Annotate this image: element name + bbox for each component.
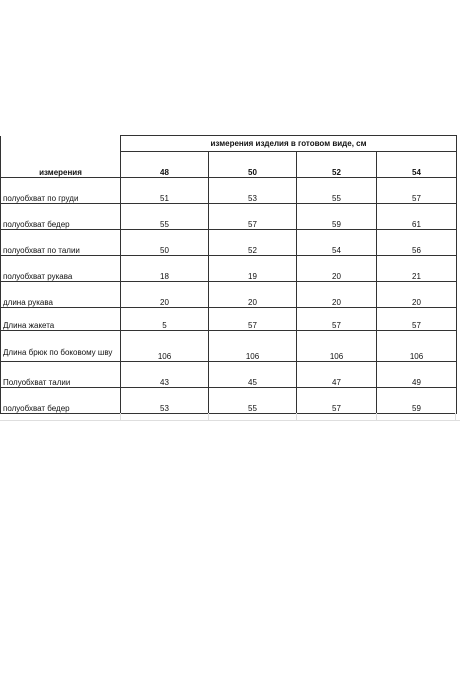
- table-cell: 19: [209, 256, 297, 282]
- row-label: Длина жакета: [1, 308, 121, 331]
- table-row: [1, 331, 457, 362]
- table-cell: 53: [121, 388, 209, 414]
- gridline: [208, 413, 209, 421]
- size-header: 54: [377, 152, 457, 178]
- header-row-sizes: [1, 152, 457, 178]
- table-row: [1, 308, 457, 331]
- table-cell: 54: [297, 230, 377, 256]
- table-cell: 55: [209, 388, 297, 414]
- measurements-header: измерения: [1, 152, 121, 178]
- table-row: [1, 204, 457, 230]
- table-cell: 106: [121, 331, 209, 362]
- row-label: длина рукава: [1, 282, 121, 308]
- table-cell: 57: [297, 308, 377, 331]
- table-cell: 49: [377, 362, 457, 388]
- table-cell: 43: [121, 362, 209, 388]
- table-cell: 20: [297, 282, 377, 308]
- table-row: [1, 230, 457, 256]
- table-cell: 59: [377, 388, 457, 414]
- table-cell: 47: [297, 362, 377, 388]
- gridline: [376, 413, 377, 421]
- size-chart-table: [0, 135, 457, 414]
- table-cell: 57: [297, 388, 377, 414]
- table-cell: 50: [121, 230, 209, 256]
- table-row: [1, 388, 457, 414]
- size-header: 52: [297, 152, 377, 178]
- gridline: [455, 413, 456, 421]
- table-cell: 52: [209, 230, 297, 256]
- table-cell: 106: [209, 331, 297, 362]
- table-cell: 51: [121, 178, 209, 204]
- table-cell: 53: [209, 178, 297, 204]
- row-label: полуобхват по груди: [1, 178, 121, 204]
- table-cell: 55: [297, 178, 377, 204]
- table-cell: 20: [121, 282, 209, 308]
- table-cell: 59: [297, 204, 377, 230]
- row-label: полуобхват бедер: [1, 204, 121, 230]
- table-row: [1, 178, 457, 204]
- table-cell: 57: [377, 178, 457, 204]
- table-row: [1, 256, 457, 282]
- gridline: [296, 413, 297, 421]
- size-header: 48: [121, 152, 209, 178]
- row-label: полуобхват бедер: [1, 388, 121, 414]
- table-cell: 20: [297, 256, 377, 282]
- table-cell: 61: [377, 204, 457, 230]
- empty-corner-cell: [1, 136, 121, 152]
- table-row: [1, 362, 457, 388]
- table-cell: 57: [377, 308, 457, 331]
- table-row: [1, 282, 457, 308]
- gridline: [120, 413, 121, 421]
- table-cell: 55: [121, 204, 209, 230]
- gridline: [0, 420, 460, 421]
- table-cell: 21: [377, 256, 457, 282]
- table-cell: 20: [209, 282, 297, 308]
- header-row-group: [1, 136, 457, 152]
- table-cell: 5: [121, 308, 209, 331]
- table-cell: 45: [209, 362, 297, 388]
- row-label: полуобхват по талии: [1, 230, 121, 256]
- table-cell: 20: [377, 282, 457, 308]
- row-label: Полуобхват талии: [1, 362, 121, 388]
- row-label: Длина брюк по боковому шву: [1, 331, 121, 362]
- table-cell: 56: [377, 230, 457, 256]
- size-header: 50: [209, 152, 297, 178]
- row-label: полуобхват рукава: [1, 256, 121, 282]
- table-cell: 57: [209, 204, 297, 230]
- group-header: измерения изделия в готовом виде, см: [121, 136, 457, 152]
- table-cell: 106: [377, 331, 457, 362]
- table-cell: 106: [297, 331, 377, 362]
- table-cell: 18: [121, 256, 209, 282]
- table-cell: 57: [209, 308, 297, 331]
